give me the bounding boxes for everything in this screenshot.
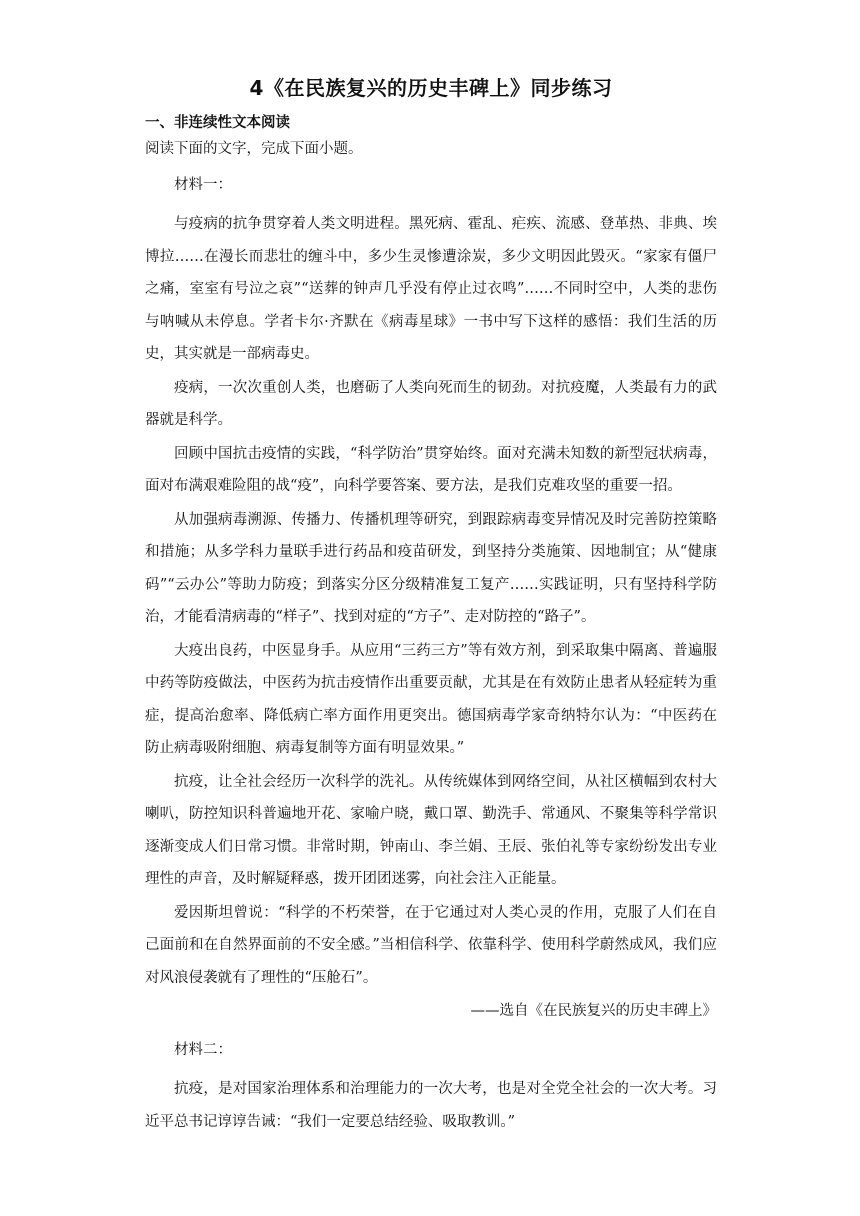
material-one [145,172,717,1027]
material-one-label: 材料一： [174,177,232,193]
section-heading: 一、非连续性文本阅读 [145,115,290,131]
paragraph: 与疫病的抗争贯穿着人类文明进程。黑死病、霍乱、疟疾、流感、登革热、非典、埃博拉……在漫长而悲壮的缠斗中，多少生灵惨遭涂炭，多少文明因此毁灭。“家家有僵尸之痛，室室有号泣之哀”“送葬的钟声几乎没有停止过衣鸣”……不同时空中，人类的悲伤与呐喊从未停息。学者卡尔·齐默在《病毒星球》一书中写下这样的感悟：我们生活的历史，其实就是一部病毒史。 [145,216,717,362]
paragraph: 大疫出良药，中医显身手。从应用“三药三方”等有效方剂，到采取集中隔离、普遍服中药等防疫做法，中医药为抗击疫情作出重要贡献，尤其是在有效防止患者从轻症转为重症，提高治愈率、降低病亡率方面作用更突出。德国病毒学家奇纳特尔认为：“中医药在防止病毒吸附细胞、病毒复制等方面有明显效果。” [145,642,717,756]
material-two-label: 材料二： [174,1042,232,1058]
paragraph: 抗疫，让全社会经历一次科学的洗礼。从传统媒体到网络空间，从社区横幅到农村大喇叭，防控知识科普遍地开花、家喻户晓，戴口罩、勤洗手、常通风、不聚集等科学常识逐渐变成人们日常习惯。非常时期，钟南山、李兰娟、王辰、张伯礼等专家纷纷发出专业理性的声音，及时解疑释惑，拨开团团迷雾，向社会注入正能量。 [145,773,717,887]
paragraph: 爱因斯坦曾说：“科学的不朽荣誉，在于它通过对人类心灵的作用，克服了人们在自己面前和在自然界面前的不安全感。”当相信科学、依靠科学、使用科学蔚然成风，我们应对风浪侵袭就有了理性的“压舱石”。 [145,904,717,986]
paragraph: 回顾中国抗击疫情的实践，“科学防治”贯穿始终。面对充满未知数的新型冠状病毒，面对布满艰难险阻的战“疫”，向科学要答案、要方法，是我们克难攻坚的重要一招。 [145,445,717,494]
material-two [145,1037,717,1138]
paragraph: 从加强病毒溯源、传播力、传播机理等研究，到跟踪病毒变异情况及时完善防控策略和措施；从多学科力量联手进行药品和疫苗研发，到坚持分类施策、因地制宜；从“健康码”“云办公”等助力防疫；到落实分区分级精准复工复产……实践证明，只有坚持科学防治，才能看清病毒的“样子”、找到对症的“方子”、走对防控的“路子”。 [145,511,717,625]
paragraph: 抗疫，是对国家治理体系和治理能力的一次大考，也是对全党全社会的一次大考。习近平总书记谆谆告诫：“我们一定要总结经验、吸取教训。” [145,1081,717,1130]
paragraph: 疫病，一次次重创人类，也磨砺了人类向死而生的韧劲。对抗疫魔，人类最有力的武器就是科学。 [145,379,717,428]
instruction-text: 阅读下面的文字，完成下面小题。 [145,141,363,157]
document-title: 4《在民族复兴的历史丰碑上》同步练习 [249,76,613,100]
source-attribution: ——选自《在民族复兴的历史丰碑上》 [470,1003,717,1019]
